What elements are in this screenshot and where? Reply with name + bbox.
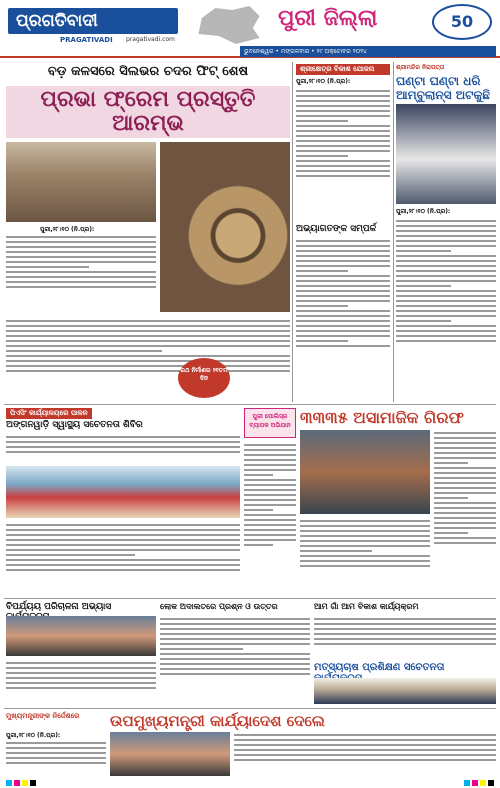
text-line — [296, 240, 390, 242]
text-line — [396, 315, 496, 317]
text-line — [300, 530, 430, 532]
text-line — [6, 747, 106, 749]
band4-dateline: ପୁରୀ,୨୮।୧୦ (ନି.ପ୍ର): — [6, 732, 61, 739]
text-line — [234, 734, 496, 736]
text-line — [6, 340, 290, 342]
text-line — [434, 487, 496, 489]
band4-body-2 — [234, 732, 496, 776]
text-line — [396, 265, 496, 267]
text-line — [296, 265, 390, 267]
text-line — [296, 140, 390, 142]
band3-headline-3: ଆମ ଗାଁ ଆମ ବିକାଶ କାର୍ଯ୍ୟକ୍ରମ — [314, 602, 419, 611]
text-line — [396, 335, 496, 337]
text-line — [300, 545, 430, 547]
text-line — [160, 628, 310, 630]
text-line — [6, 330, 290, 332]
text-line — [6, 276, 156, 278]
text-line — [296, 165, 390, 167]
text-line — [396, 245, 496, 247]
text-line — [244, 454, 296, 456]
text-line — [396, 280, 496, 282]
text-line — [296, 305, 348, 307]
band2-left-body — [6, 434, 240, 464]
text-line — [296, 325, 390, 327]
text-line — [296, 150, 390, 152]
text-line — [6, 271, 156, 273]
print-registration-strip — [0, 778, 500, 788]
text-line — [296, 115, 390, 117]
text-line — [6, 677, 156, 679]
text-line — [314, 628, 496, 630]
text-line — [6, 559, 240, 561]
fishery-training-photo — [314, 678, 496, 704]
band2-right-headline: ୩୩୩୫ ଅସାମାଜିକ ଗିରଫ — [300, 408, 464, 427]
band4-kicker: ମୁଖ୍ୟମନ୍ତ୍ରୀଙ୍କ ନିର୍ଦ୍ଦେଶରେ — [6, 712, 80, 720]
text-line — [6, 236, 156, 238]
text-line — [244, 449, 296, 451]
band2-right-body — [434, 430, 496, 594]
text-line — [396, 225, 496, 227]
text-line — [396, 305, 496, 307]
newspaper-logo[interactable]: ପ୍ରଗତିବାଦୀ — [8, 8, 178, 34]
text-line — [396, 235, 496, 237]
text-line — [296, 135, 390, 137]
text-line — [160, 653, 310, 655]
middle-body-2 — [296, 238, 390, 398]
logo-english: PRAGATIVADI — [60, 36, 113, 44]
text-line — [434, 512, 496, 514]
text-line — [296, 285, 390, 287]
text-line — [234, 759, 496, 761]
text-line — [396, 295, 496, 297]
text-line — [244, 459, 296, 461]
text-line — [160, 618, 310, 620]
text-line — [244, 514, 296, 516]
band2-right-body-2 — [300, 518, 430, 594]
text-line — [296, 170, 390, 172]
text-line — [296, 330, 390, 332]
text-line — [6, 370, 290, 372]
band3-headline-2: ଲୋକ ଅଦାଲତରେ ପ୍ରଶ୍ନ ଓ ଉତ୍ତର — [160, 602, 278, 611]
text-line — [244, 504, 296, 506]
text-line — [300, 525, 430, 527]
police-tag: ପୁରୀ ପୋଲିସ୍ର ବ୍ୟାପକ ଅଭିଯାନ — [244, 408, 296, 438]
text-line — [6, 261, 156, 263]
band3-body-3 — [314, 616, 496, 660]
text-line — [6, 281, 156, 283]
band3-body-2 — [160, 616, 310, 704]
text-line — [160, 658, 310, 660]
text-line — [300, 565, 430, 567]
text-line — [314, 623, 496, 625]
text-line — [396, 320, 451, 322]
text-line — [6, 320, 290, 322]
lead-photo-temple — [6, 142, 156, 222]
text-line — [434, 497, 468, 499]
text-line — [434, 482, 496, 484]
text-line — [434, 432, 496, 434]
text-line — [296, 345, 390, 347]
right-headline: ଘଣ୍ଟା ଘଣ୍ଟା ଧରି ଆମ୍ବୁଲାନ୍ସ ଅଟକୁଛି — [396, 74, 490, 102]
lead-body-1 — [6, 234, 156, 314]
text-line — [434, 507, 496, 509]
text-line — [396, 270, 496, 272]
text-line — [6, 441, 240, 443]
text-line — [434, 437, 496, 439]
text-line — [314, 633, 496, 635]
arrest-photo — [300, 430, 430, 514]
site-url[interactable]: pragativadi.com — [126, 36, 175, 43]
text-line — [296, 320, 390, 322]
text-line — [244, 534, 296, 536]
text-line — [296, 295, 390, 297]
text-line — [434, 467, 496, 469]
text-line — [6, 251, 156, 253]
text-line — [6, 554, 135, 556]
band4-body-1 — [6, 740, 106, 776]
text-line — [244, 489, 296, 491]
text-line — [6, 569, 240, 571]
column-rule — [292, 62, 293, 402]
text-line — [6, 529, 240, 531]
text-line — [434, 532, 468, 534]
deputy-cm-photo — [110, 732, 230, 776]
text-line — [160, 643, 310, 645]
text-line — [6, 667, 156, 669]
text-line — [296, 90, 390, 92]
text-line — [296, 290, 390, 292]
text-line — [244, 444, 296, 446]
text-line — [6, 241, 156, 243]
anniversary-logo: 50 — [432, 4, 492, 40]
section-rule — [4, 598, 496, 599]
band3-body-1 — [6, 660, 156, 704]
right-kicker: ଶ୍ରୀମନ୍ଦିର ନିରାପତ୍ତା — [396, 64, 445, 71]
text-line — [296, 120, 348, 122]
text-line — [296, 315, 390, 317]
text-line — [396, 220, 496, 222]
text-line — [6, 256, 156, 258]
text-line — [296, 310, 390, 312]
lead-kicker: ବଡ଼ କଳସରେ ସିଲଭର ଚଦର ଫିଟ୍ ଶେଷ — [47, 64, 249, 79]
text-line — [6, 451, 240, 453]
text-line — [6, 246, 156, 248]
text-line — [396, 275, 496, 277]
text-line — [6, 335, 290, 337]
text-line — [6, 436, 240, 438]
text-line — [434, 457, 496, 459]
lead-dateline: ପୁରୀ,୨୮।୧୦ (ନି.ପ୍ର): — [40, 226, 95, 233]
text-line — [160, 638, 310, 640]
text-line — [160, 673, 310, 675]
text-line — [6, 355, 290, 357]
text-line — [234, 744, 496, 746]
text-line — [300, 535, 430, 537]
text-line — [6, 549, 240, 551]
text-line — [244, 479, 296, 481]
text-line — [234, 739, 496, 741]
text-line — [6, 564, 240, 566]
band2-kicker: ପିଏସିଂ କାର୍ଯ୍ୟାଳୟରେ ପାଳନ — [6, 408, 92, 419]
text-line — [296, 335, 390, 337]
middle-kicker: ଶ୍ରୀକ୍ଷେତ୍ର ବିକାଶ ଯୋଜନା — [296, 64, 390, 75]
text-line — [396, 325, 496, 327]
text-line — [296, 275, 390, 277]
text-line — [396, 230, 496, 232]
text-line — [244, 499, 296, 501]
text-line — [300, 560, 430, 562]
band4-headline: ଉପମୁଖ୍ୟମନ୍ତ୍ରୀ କାର୍ଯ୍ୟାଦେଶ ଦେଲେ — [110, 712, 325, 730]
text-line — [6, 757, 106, 759]
text-line — [396, 310, 496, 312]
text-line — [6, 446, 240, 448]
text-line — [234, 749, 496, 751]
text-line — [396, 255, 496, 257]
middle-body-1 — [296, 88, 390, 220]
text-line — [296, 280, 390, 282]
text-line — [300, 520, 430, 522]
text-line — [296, 155, 348, 157]
text-line — [6, 539, 240, 541]
text-line — [6, 742, 106, 744]
text-line — [396, 285, 451, 287]
text-line — [296, 145, 390, 147]
disaster-drill-photo — [6, 616, 156, 656]
text-line — [160, 633, 310, 635]
text-line — [244, 484, 296, 486]
text-line — [434, 522, 496, 524]
text-line — [434, 527, 496, 529]
text-line — [160, 648, 243, 650]
text-line — [396, 330, 496, 332]
text-line — [6, 762, 106, 764]
text-line — [6, 266, 89, 268]
lead-body-2 — [6, 318, 290, 398]
text-line — [244, 464, 296, 466]
text-line — [6, 360, 290, 362]
text-line — [396, 240, 496, 242]
text-line — [296, 95, 390, 97]
text-line — [296, 110, 390, 112]
text-line — [300, 550, 372, 552]
text-line — [160, 668, 310, 670]
text-line — [434, 477, 496, 479]
text-line — [296, 300, 390, 302]
text-line — [296, 105, 390, 107]
text-line — [6, 524, 240, 526]
ambulance-photo — [396, 104, 496, 204]
text-line — [296, 125, 390, 127]
text-line — [296, 260, 390, 262]
band2-left-headline: ଅଙ୍ଗନୱାଡ଼ି ସ୍ୱାସ୍ଥ୍ୟ ସଚେତନତା ଶିବିର — [6, 420, 143, 430]
band3-headline-1: ବିପର୍ଯ୍ୟୟ ପରିଚାଳନା ଅଭ୍ୟାସ — [6, 602, 112, 612]
text-line — [296, 175, 390, 177]
column-rule — [393, 62, 394, 402]
text-line — [6, 534, 240, 536]
section-rule — [4, 404, 496, 405]
text-line — [434, 447, 496, 449]
anganwadi-photo — [6, 466, 240, 518]
section-rule — [4, 708, 496, 709]
text-line — [244, 509, 273, 511]
text-line — [396, 340, 496, 342]
text-line — [300, 555, 430, 557]
text-line — [6, 286, 156, 288]
text-line — [434, 442, 496, 444]
text-line — [434, 472, 496, 474]
text-line — [314, 618, 496, 620]
chariot-day-badge: ରଥ ନିର୍ମାଣର ୨୧ତମ ଦିନ — [178, 358, 230, 398]
text-line — [314, 638, 496, 640]
text-line — [6, 350, 162, 352]
text-line — [434, 462, 468, 464]
middle-headline-2: ଅଭ୍ୟାଗତଙ୍କ ସମ୍ପର୍କ — [296, 224, 377, 234]
text-line — [160, 663, 310, 665]
text-line — [6, 544, 240, 546]
text-line — [296, 340, 348, 342]
band2-center-body — [244, 442, 296, 594]
text-line — [160, 623, 310, 625]
text-line — [6, 325, 290, 327]
text-line — [396, 290, 496, 292]
text-line — [434, 542, 496, 544]
text-line — [434, 537, 496, 539]
dateline-bar: ଭୁବନେଶ୍ୱର • ମଙ୍ଗଳବାର • ୨୯ ଅକ୍ଟୋବର ୨୦୨୪ — [240, 46, 496, 57]
text-line — [6, 345, 290, 347]
text-line — [396, 250, 451, 252]
text-line — [6, 365, 290, 367]
text-line — [244, 474, 273, 476]
middle-dateline: ପୁରୀ,୨୮।୧୦ (ନି.ପ୍ର): — [296, 78, 351, 85]
text-line — [6, 687, 156, 689]
text-line — [244, 519, 296, 521]
text-line — [6, 672, 156, 674]
text-line — [434, 517, 496, 519]
text-line — [434, 452, 496, 454]
text-line — [296, 100, 390, 102]
text-line — [296, 130, 390, 132]
text-line — [244, 539, 296, 541]
text-line — [296, 245, 390, 247]
text-line — [6, 752, 106, 754]
text-line — [314, 643, 496, 645]
text-line — [396, 260, 496, 262]
text-line — [300, 540, 430, 542]
text-line — [244, 529, 296, 531]
text-line — [396, 300, 496, 302]
text-line — [434, 502, 496, 504]
lead-photo-chariot-wheel — [160, 142, 290, 312]
text-line — [6, 662, 156, 664]
right-dateline: ପୁରୀ,୨୮।୧୦ (ନି.ପ୍ର): — [396, 208, 451, 215]
district-title: ପୁରୀ ଜିଲ୍ଲା — [278, 6, 378, 31]
right-body — [396, 218, 496, 398]
text-line — [244, 524, 296, 526]
text-line — [6, 682, 156, 684]
text-line — [296, 160, 390, 162]
text-line — [244, 544, 273, 546]
text-line — [244, 469, 296, 471]
text-line — [296, 270, 348, 272]
text-line — [234, 754, 496, 756]
band2-left-body-2 — [6, 522, 240, 594]
text-line — [296, 255, 390, 257]
text-line — [296, 250, 390, 252]
text-line — [434, 492, 496, 494]
text-line — [244, 494, 296, 496]
band3-headline-4: ମତ୍ସ୍ୟଚାଷ ପ୍ରଶିକ୍ଷଣ ସଚେତନତା — [314, 662, 445, 673]
lead-headline: ପ୍ରଭା ଫ୍ରେମ ପ୍ରସ୍ତୁତି ଆରମ୍ଭ — [40, 87, 256, 136]
